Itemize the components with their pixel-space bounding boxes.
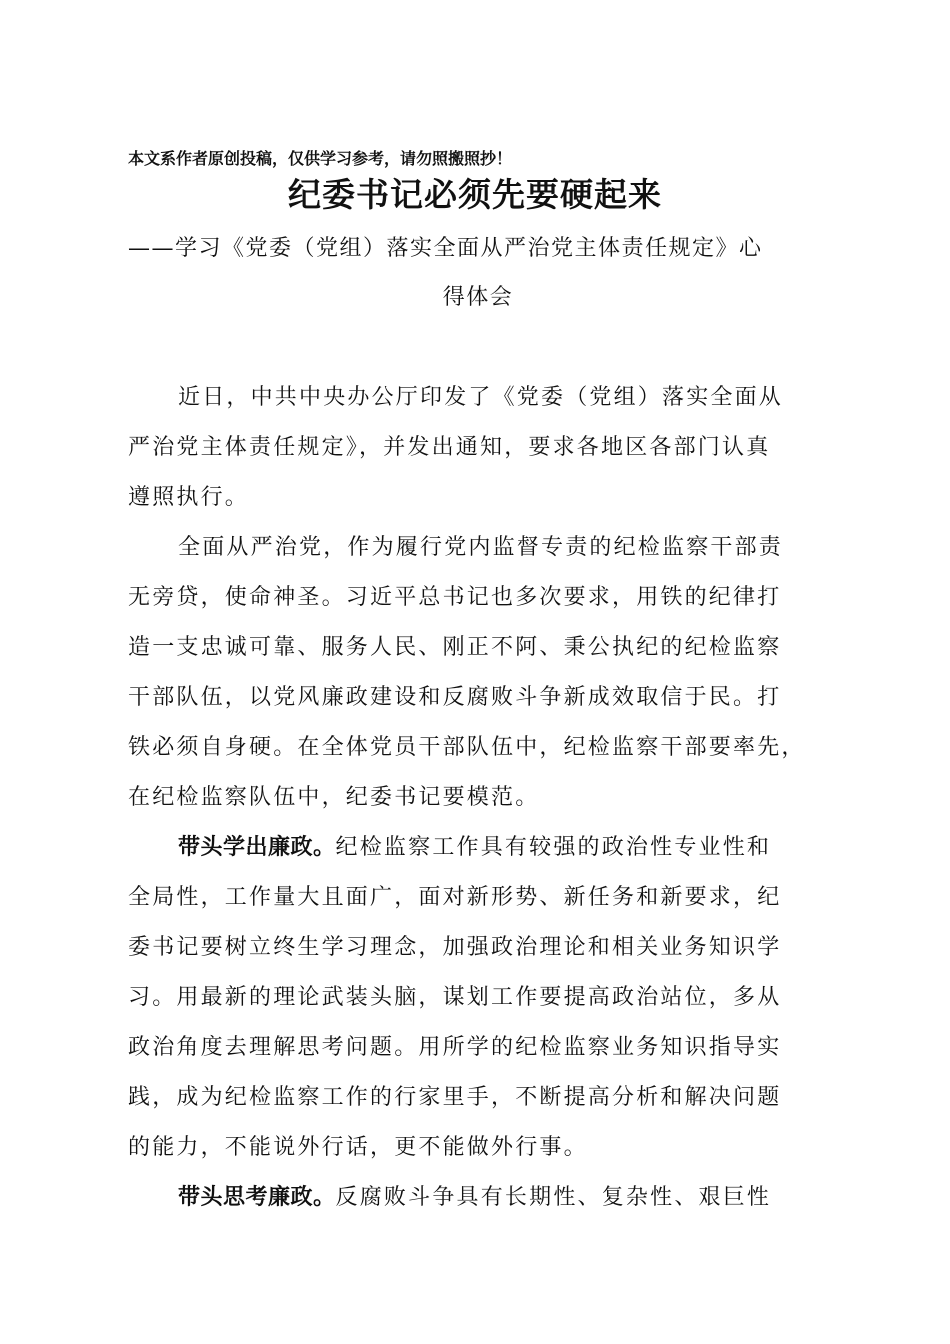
subtitle-line: 得体会 [442, 285, 514, 310]
paragraph-text: 纪检监察工作具有较强的政治性专业性和 [335, 835, 772, 860]
paragraph-line: 政治角度去理解思考问题。用所学的纪检监察业务知识指导实 [128, 1035, 782, 1060]
paragraph-line: 的能力，不能说外行话，更不能做外行事。 [128, 1135, 588, 1160]
paragraph-line: 全局性，工作量大且面广，面对新形势、新任务和新要求，纪 [128, 885, 782, 910]
paragraph-line [178, 833, 771, 863]
copyright-notice: 本文系作者原创投稿，仅供学习参考，请勿照搬照抄！ [128, 149, 513, 168]
subtitle-line: ——学习《党委（党组）落实全面从严治党主体责任规定》心 [128, 236, 763, 261]
page-title: 纪委书记必须先要硬起来 [288, 175, 662, 214]
paragraph-line: 近日，中共中央办公厅印发了《党委（党组）落实全面从 [178, 385, 784, 410]
paragraph-line: 无旁贷，使命神圣。习近平总书记也多次要求，用铁的纪律打 [128, 585, 782, 610]
paragraph-line: 严治党主体责任规定》，并发出通知，要求各地区各部门认真 [128, 435, 771, 460]
paragraph-line: 习。用最新的理论武装头脑，谋划工作要提高政治站位，多从 [128, 985, 782, 1010]
paragraph-line: 在纪检监察队伍中，纪委书记要模范。 [128, 785, 540, 810]
paragraph-text: 反腐败斗争具有长期性、复杂性、艰巨性 [335, 1185, 772, 1210]
paragraph-line: 委书记要树立终生学习理念，加强政治理论和相关业务知识学 [128, 935, 782, 960]
paragraph-line: 遵照执行。 [128, 485, 250, 510]
section-lead: 带头学出廉政。 [178, 835, 336, 860]
paragraph-line: 干部队伍，以党风廉政建设和反腐败斗争新成效取信于民。打 [128, 685, 782, 710]
section-lead: 带头思考廉政。 [178, 1185, 336, 1210]
paragraph-line: 造一支忠诚可靠、服务人民、刚正不阿、秉公执纪的纪检监察 [128, 635, 782, 660]
paragraph-line: 铁必须自身硬。在全体党员干部队伍中，纪检监察干部要率先， [128, 735, 806, 760]
paragraph-line [178, 1183, 771, 1213]
paragraph-line: 践，成为纪检监察工作的行家里手，不断提高分析和解决问题 [128, 1085, 782, 1110]
paragraph-line: 全面从严治党，作为履行党内监督专责的纪检监察干部责 [178, 535, 784, 560]
